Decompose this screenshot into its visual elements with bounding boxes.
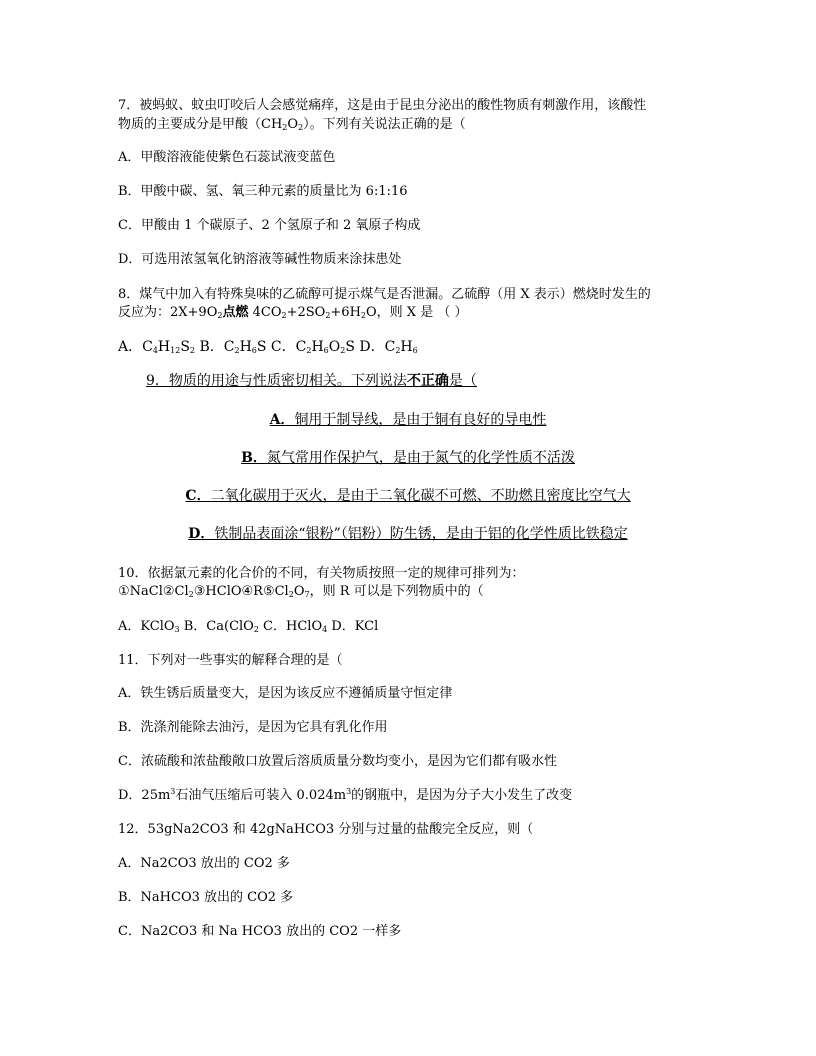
q11-option-b: B．洗涤剂能除去油污，是因为它具有乳化作用 bbox=[118, 720, 388, 735]
q11-option-a: A．铁生锈后质量变大，是因为该反应不遵循质量守恒定律 bbox=[118, 686, 453, 701]
q8-stem-line1: 8．煤气中加入有特殊臭味的乙硫醇可提示煤气是否泄漏。乙硫醇（用 X 表示）燃烧时发生的 bbox=[118, 287, 651, 302]
q9-option-c: C．二氧化碳用于灭火，是由于二氧化碳不可燃、不助燃且密度比空气大 bbox=[185, 488, 631, 504]
q12-option-c: C．Na2CO3 和 Na HCO3 放出的 CO2 一样多 bbox=[118, 924, 402, 939]
q11-stem: 11．下列对一些事实的解释合理的是（ bbox=[118, 653, 343, 668]
q7-stem-line1: 7．被蚂蚁、蚊虫叮咬后人会感觉痛痒，这是由于昆虫分泌出的酸性物质有刺激作用，该酸性 bbox=[118, 98, 647, 113]
q10-stem-line1: 10．依据氯元素的化合价的不同，有关物质按照一定的规律可排列为： bbox=[118, 566, 525, 581]
q7-option-c: C．甲酸由 1 个碳原子、2 个氢原子和 2 氧原子构成 bbox=[118, 218, 421, 233]
q9-option-b: B．氮气常用作保护气，是由于氮气的化学性质不活泼 bbox=[241, 450, 575, 466]
q12-stem: 12．53gNa2CO3 和 42gNaHCO3 分别与过量的盐酸完全反应，则（ bbox=[118, 822, 534, 837]
q9-option-d: D．铁制品表面涂“银粉”（铝粉）防生锈，是由于铝的化学性质比铁稳定 bbox=[188, 526, 628, 542]
q12-option-a: A．Na2CO3 放出的 CO2 多 bbox=[118, 856, 290, 871]
q7-option-d: D．可选用浓氢氧化钠溶液等碱性物质来涂抹患处 bbox=[118, 252, 402, 267]
q7-option-a: A．甲酸溶液能使紫色石蕊试液变蓝色 bbox=[118, 150, 336, 165]
q10-stem-line2: $①NaCl②Cl_2③HClO④R⑤Cl_2O_7$，则 R 可以是下列物质中的（ bbox=[118, 584, 484, 599]
q7-option-b: B．甲酸中碳、氢、氧三种元素的质量比为 6:1:16 bbox=[118, 184, 408, 199]
q7-stem-line2: 物质的主要成分是甲酸$(CH_2O_2)$。下列有关说法正确的是（ bbox=[118, 117, 466, 132]
q10-options: A．KClO$_3$ B．Ca(ClO$_2$ C．HClO$_4$ D．KCl bbox=[118, 619, 379, 634]
q12-option-b: B．NaHCO3 放出的 CO2 多 bbox=[118, 890, 294, 905]
q9-option-a: A．铜用于制导线，是由于铜有良好的导电性 bbox=[269, 412, 547, 428]
q11-option-c: C．浓硫酸和浓盐酸敞口放置后溶质质量分数均变小，是因为它们都有吸水性 bbox=[118, 754, 557, 769]
q9-stem: 9．物质的用途与性质密切相关。下列说法不正确是（ bbox=[146, 373, 477, 389]
q8-stem-line2: 反应为：$2X+9O_2$点燃 $4CO_2+2SO_2+6H_2O$，则 X 是 （ ） bbox=[118, 305, 468, 320]
q11-option-d: D．$25m^3$石油气压缩后可装入 $0.024m^3$的钢瓶中，是因为分子大小发生了改变 bbox=[118, 787, 573, 803]
q8-options: A．$C_4H_{12}S_2$ B．$C_2H_6S$ C．$C_2H_6O_2S$ D．$C_2H_6$ bbox=[118, 339, 418, 355]
